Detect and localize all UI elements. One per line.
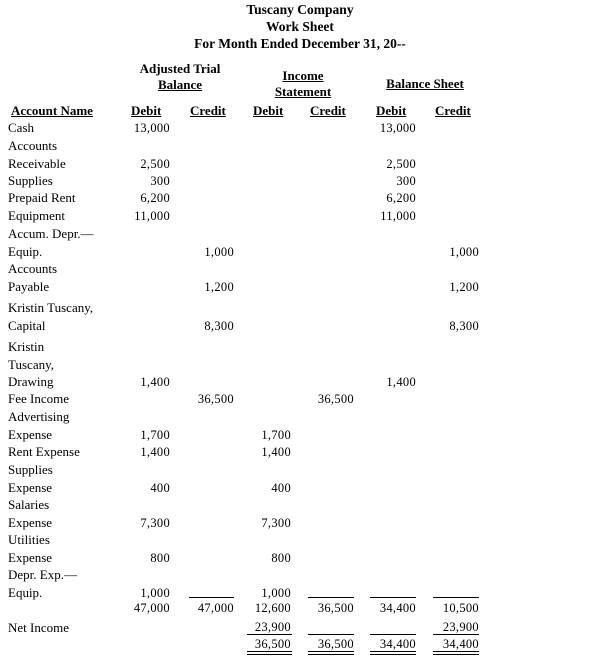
adjusted-trial-label: Adjusted Trial [139,61,221,76]
total-is-debit: 12,600 [254,601,291,615]
account-name-line: Cash [8,120,34,135]
col-is-debit: Debit [253,103,284,118]
total-atb-credit: 47,000 [197,601,234,615]
total-atb-debit: 47,000 [133,601,170,615]
account-name-line: Equipment [8,208,66,223]
account-name [8,461,120,496]
amount-atb-credit: 8,300 [204,318,234,333]
double-rule-is-debit [247,651,292,655]
account-name-line: Supplies [8,462,53,477]
account-name-line: Accounts [8,261,58,276]
account-name-line: Receivable [8,155,66,171]
rule-bs-debit-net [370,634,416,635]
col-bs-credit: Credit [435,103,471,118]
amount-bs-credit: 1,000 [449,244,479,259]
account-name [8,408,120,443]
account-name-line: Depr. Exp.— [8,567,77,582]
rule-bs-credit-total [433,597,479,598]
final-bs-credit: 34,400 [442,637,479,651]
account-name-line: Expense [8,549,53,565]
amount-atb-debit: 1,400 [140,445,170,459]
total-is-credit: 36,500 [317,601,354,615]
income-statement-header [252,68,354,100]
account-name-line: Kristin [8,339,45,354]
col-atb-debit: Debit [131,103,162,118]
account-name-line: Accounts [8,138,58,153]
amount-is-debit: 1,700 [261,427,291,442]
rule-is-credit-net [308,634,354,635]
amount-atb-debit: 800 [150,550,170,565]
account-name [8,172,120,190]
balance-sheet-label: Balance Sheet [386,76,464,91]
amount-bs-debit: 2,500 [386,156,416,171]
account-name-line: Utilities [8,532,50,547]
account-name-line: Expense [8,426,53,442]
account-name-line: Prepaid Rent [8,190,76,205]
rule-bs-credit-net [433,634,479,635]
account-name-line: Drawing [8,374,54,389]
balance-sheet-header [370,76,480,92]
account-name-line: Advertising [8,409,70,424]
amount-atb-debit: 11,000 [134,209,170,223]
final-is-credit: 36,500 [317,637,354,651]
amount-atb-debit: 400 [150,480,170,495]
account-name [8,119,120,137]
account-name [8,531,120,566]
rule-is-debit-net [247,634,292,635]
net-income-bs-credit: 23,900 [442,620,479,634]
final-is-debit: 36,500 [254,637,291,651]
amount-bs-debit: 13,000 [379,121,416,135]
statement-label: Statement [274,84,332,99]
amount-bs-debit: 300 [396,174,416,188]
account-name-line: Salaries [8,497,50,512]
amount-is-debit: 400 [271,480,291,495]
account-name-line: Rent Expense [8,444,80,459]
account-name-line: Expense [8,479,53,495]
amount-atb-debit: 7,300 [140,515,170,530]
col-atb-credit: Credit [190,103,226,118]
account-name-line: Equip. [8,243,43,259]
amount-is-debit: 800 [271,550,291,565]
rule-is-credit-total [308,597,354,598]
account-name-line: Capital [8,317,46,333]
amount-is-debit: 1,000 [261,585,291,600]
amount-atb-credit: 1,200 [204,279,234,294]
double-rule-bs-debit [370,651,416,655]
account-name [8,390,120,408]
sheet-period: For Month Ended December 31, 20-- [194,36,406,51]
account-name [8,260,120,295]
total-bs-credit: 10,500 [442,601,479,615]
account-name-line: Expense [8,514,53,530]
account-name [8,189,120,207]
amount-atb-debit: 6,200 [140,191,170,205]
amount-atb-credit: 36,500 [197,392,234,406]
account-name [8,299,120,334]
col-is-credit: Credit [310,103,346,118]
net-income-label: Net Income [8,620,70,635]
amount-is-debit: 1,400 [261,445,291,459]
account-name-line: Equip. [8,584,43,600]
account-name [8,566,120,601]
amount-bs-credit: 1,200 [449,279,479,294]
rule-bs-debit-total [370,597,416,598]
double-rule-bs-credit [433,651,479,655]
account-name-line: Fee Income [8,391,70,406]
sheet-title: Work Sheet [266,19,334,34]
amount-bs-debit: 11,000 [380,209,416,223]
adjusted-trial-balance-label: Balance [157,77,203,92]
account-name-line: Kristin Tuscany, [8,300,94,315]
account-name-line: Payable [8,278,50,294]
account-name [8,338,120,391]
total-bs-debit: 34,400 [379,601,416,615]
amount-bs-debit: 1,400 [386,375,416,389]
amount-atb-debit: 1,700 [140,427,170,442]
final-bs-debit: 34,400 [379,637,416,651]
amount-atb-credit: 1,000 [204,244,234,259]
amount-bs-debit: 6,200 [386,191,416,205]
amount-atb-debit: 13,000 [133,121,170,135]
amount-atb-debit: 1,000 [140,585,170,600]
account-name [8,207,120,225]
account-name-line: Tuscany, [8,356,54,372]
income-label: Income [282,68,324,83]
account-name [8,496,120,531]
net-income-is-debit: 23,900 [254,620,291,634]
adjusted-trial-balance-header [126,61,234,93]
amount-is-debit: 7,300 [261,515,291,530]
account-name-line: Supplies [8,173,53,188]
amount-atb-debit: 300 [150,174,170,188]
account-name [8,137,120,172]
account-name [8,443,120,461]
amount-bs-credit: 8,300 [449,318,479,333]
amount-atb-debit: 2,500 [140,156,170,171]
rule-atb-credit-total [189,597,234,598]
col-account-name: Account Name [11,103,93,118]
company-name: Tuscany Company [246,2,354,17]
account-name [8,225,120,260]
col-bs-debit: Debit [376,103,407,118]
amount-atb-debit: 1,400 [140,375,170,389]
double-rule-is-credit [308,651,354,655]
amount-is-credit: 36,500 [317,392,354,406]
account-name-line: Accum. Depr.— [8,226,94,241]
